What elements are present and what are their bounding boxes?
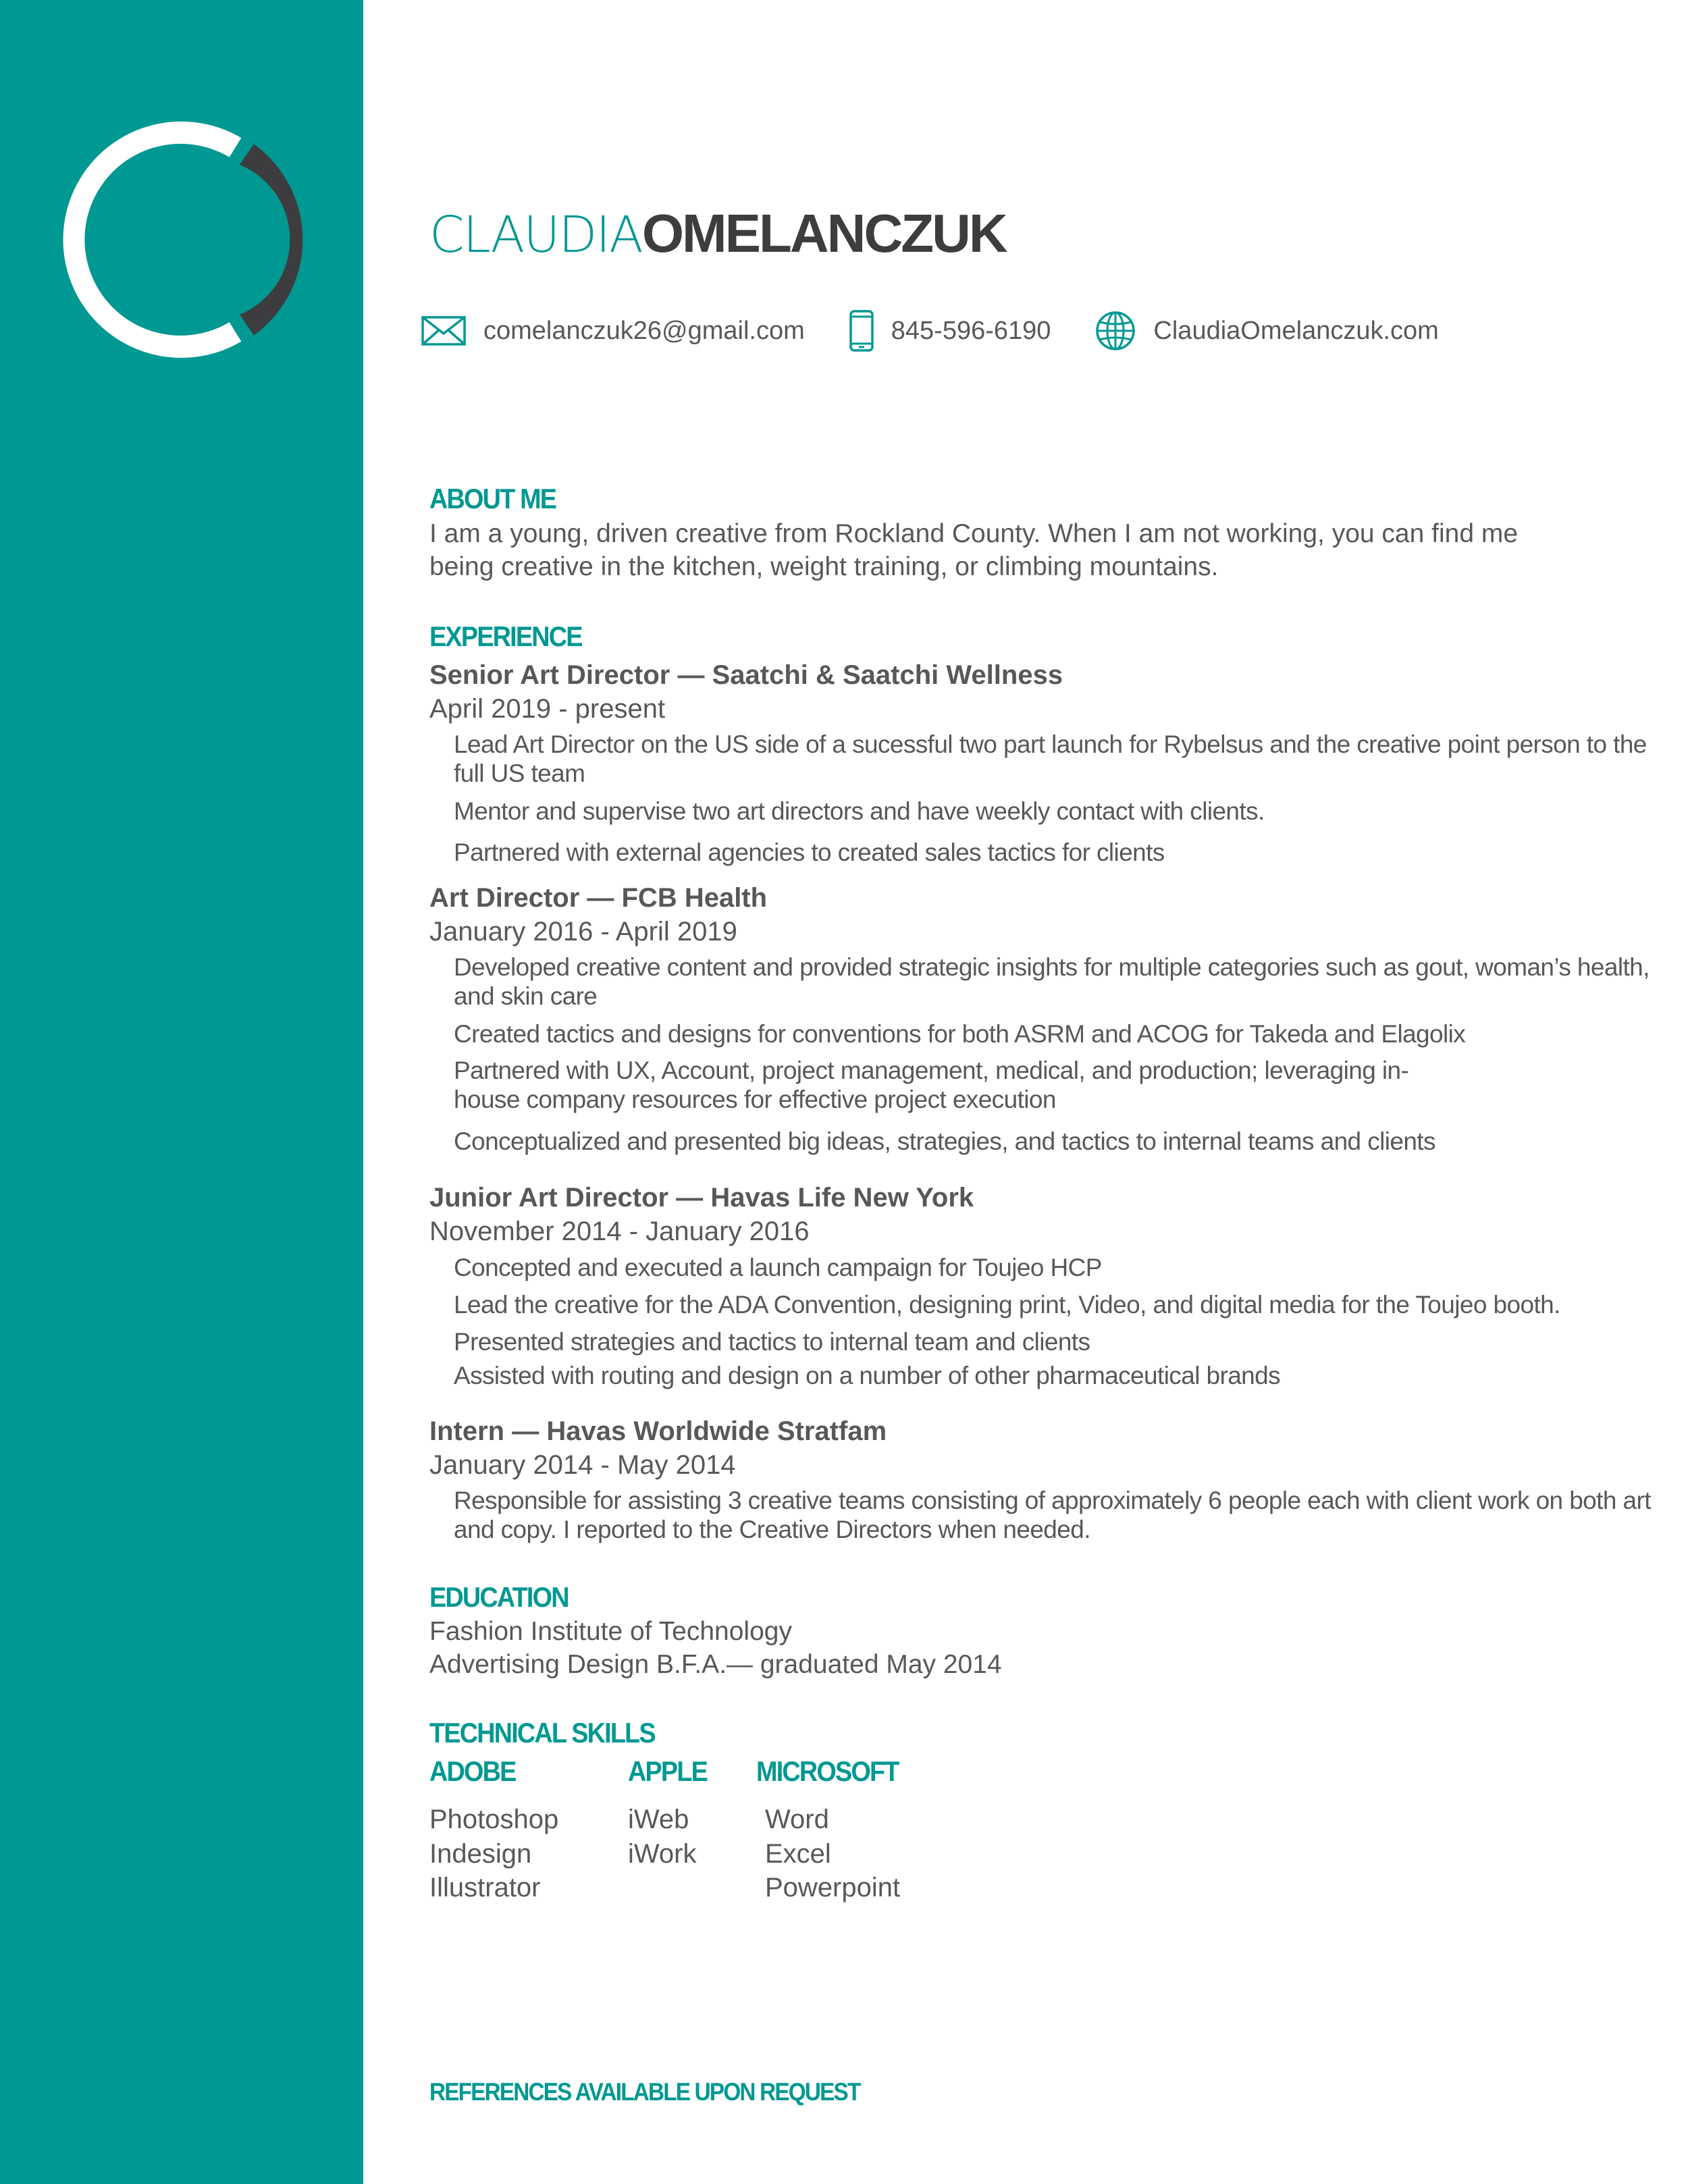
job-bullet: Conceptualized and presented big ideas, strategies, and tactics to internal teams and clients: [454, 1127, 1435, 1155]
job-bullet: Lead Art Director on the US side of a sucessful two part launch for Rybelsus and the creative point person to the full US team: [454, 730, 1647, 787]
email-text: comelanczuk26@gmail.com: [483, 316, 805, 345]
job-dates: January 2014 - May 2014: [429, 1450, 736, 1480]
education-school: Fashion Institute of Technology: [429, 1617, 792, 1646]
first-name: CLAUDIA: [429, 206, 642, 264]
skill-item: Excel: [765, 1839, 831, 1869]
job-bullet: Created tactics and designs for conventions for both ASRM and ACOG for Takeda and Elagolix: [454, 1020, 1466, 1048]
phone-text: 845-596-6190: [891, 316, 1051, 345]
contact-bar: [421, 307, 1483, 354]
skill-group-adobe: ADOBE: [429, 1755, 516, 1787]
job-bullet: Lead the creative for the ADA Convention, designing print, Video, and digital media for the Toujeo booth.: [454, 1291, 1560, 1319]
experience-title: EXPERIENCE: [429, 620, 582, 652]
skill-group-apple: APPLE: [628, 1755, 708, 1787]
skill-group-microsoft: MICROSOFT: [756, 1755, 899, 1787]
about-title: ABOUT ME: [429, 483, 556, 514]
name-heading: [429, 203, 1006, 277]
skill-item: Indesign: [429, 1839, 532, 1869]
job-bullet: Partnered with external agencies to created sales tactics for clients: [454, 838, 1165, 866]
education-title: EDUCATION: [429, 1581, 569, 1613]
job-dates: April 2019 - present: [429, 694, 666, 724]
website-contact[interactable]: [1095, 311, 1438, 351]
job-dates: January 2016 - April 2019: [429, 917, 737, 947]
job-role: Art Director — FCB Health: [429, 883, 768, 913]
about-line-2: being creative in the kitchen, weight training, or climbing mountains.: [429, 552, 1219, 581]
skill-item: iWeb: [628, 1805, 689, 1834]
skill-item: Powerpoint: [765, 1873, 901, 1902]
last-name: OMELANCZUK: [641, 203, 1006, 263]
skills-title: TECHNICAL SKILLS: [429, 1717, 655, 1749]
globe-icon: [1095, 311, 1136, 351]
references-note: REFERENCES AVAILABLE UPON REQUEST: [429, 2078, 860, 2106]
resume-main: [429, 0, 1651, 2184]
job-bullet: Responsible for assisting 3 creative teams consisting of approximately 6 people each with client work on both art and copy. I reported to the Creative Directors when needed.: [454, 1487, 1651, 1543]
job-bullet: Developed creative content and provided strategic insights for multiple categories such as gout, woman’s health, and skin care: [454, 953, 1650, 1010]
about-line-1: I am a young, driven creative from Rockland County. When I am not working, you can find me: [429, 519, 1519, 548]
job-role: Intern — Havas Worldwide Stratfam: [429, 1416, 887, 1446]
job-role: Junior Art Director — Havas Life New York: [429, 1183, 974, 1213]
skill-item: Word: [765, 1805, 829, 1834]
mail-icon: [421, 316, 466, 346]
education-degree: Advertising Design B.F.A.— graduated May 2014: [429, 1650, 1002, 1679]
skill-item: Photoshop: [429, 1805, 559, 1834]
phone-contact[interactable]: [849, 310, 1051, 352]
job-bullet: Partnered with UX, Account, project management, medical, and production; leveraging in-house company resources for effective project execution: [454, 1057, 1409, 1113]
job-bullet: Assisted with routing and design on a number of other pharmaceutical brands: [454, 1362, 1281, 1389]
skill-item: iWork: [628, 1839, 697, 1869]
sidebar: [0, 0, 363, 2184]
job-bullet: Mentor and supervise two art directors and have weekly contact with clients.: [454, 797, 1265, 825]
job-dates: November 2014 - January 2016: [429, 1217, 810, 1246]
job-bullet: Presented strategies and tactics to internal team and clients: [454, 1328, 1090, 1356]
logo-mark-icon: [61, 118, 304, 361]
job-bullet: Concepted and executed a launch campaign for Toujeo HCP: [454, 1254, 1102, 1281]
job-role: Senior Art Director — Saatchi & Saatchi Wellness: [429, 660, 1063, 690]
email-contact[interactable]: [421, 316, 805, 346]
website-text: ClaudiaOmelanczuk.com: [1153, 316, 1439, 345]
skill-item: Illustrator: [429, 1873, 541, 1902]
phone-icon: [849, 310, 874, 352]
